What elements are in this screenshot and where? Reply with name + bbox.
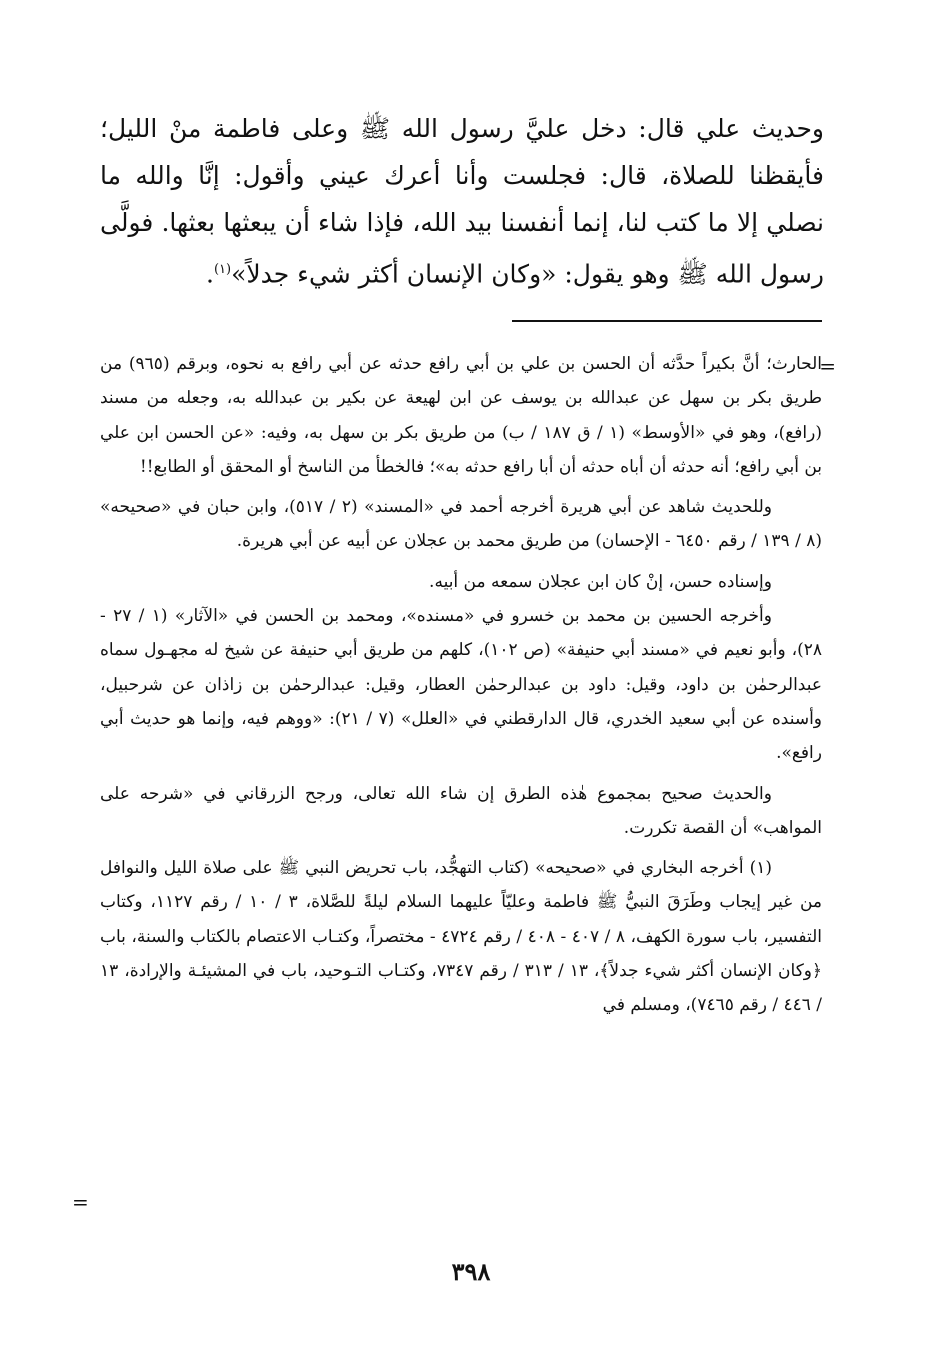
sentence-end: . [206, 259, 214, 289]
hadith-text: وحديث علي قال: دخل عليَّ رسول الله ﷺ وعلى فاطمة منْ الليل؛ فأيقظنا للصلاة، قال: فجلست وأنا أعرك عيني وأقول: إنَّا والله ما نصلي إلا ما كتب لنا، إنما أنفسنا بيد الله، فإذا شاء أن يبعثها بعثها. فولَّى رسول الله ﷺ وهو يقول: «وكان الإنسان أكثر شيء جدلاً» [100, 114, 824, 289]
hadith-paragraph [100, 105, 824, 297]
footnotes-block [100, 347, 822, 1023]
footnote-reference: (١) [213, 262, 232, 277]
footnote-paragraph: وإسناده حسن، إنْ كان ابن عجلان سمعه من أبيه. [429, 571, 772, 592]
footnote-paragraph: والحديث صحيح بمجموع هٰذه الطرق إن شاء الله تعالى، ورجح الزرقاني في «شرحه على المواهب» أن القصة تكررت. [100, 783, 822, 838]
continuation-mark-start: = [819, 354, 836, 378]
footnote-separator [512, 320, 822, 322]
footnote-paragraph: وأخرجه الحسين بن محمد بن خسرو في «مسنده»، ومحمد بن الحسن في «الآثار» (١ / ٢٧ - ٢٨)، وأبو نعيم في «مسند أبي حنيفة» (ص ١٠٢)، كلهم من طريق أبي حنيفة عن شيخ له مجهـول سماه عبدالرحمٰن بن داود، وقيل: داود بن عبدالرحمٰن العطار، وقيل: عبدالرحمٰن بن زاذان عن شرحبيل، وأسنده عن أبي سعيد الخدري، قال الدارقطني في «العلل» (٧ / ٢١): «ووهم فيه، وإنما هو حديث أبي رافع». [100, 606, 823, 764]
footnote-1: (١) أخرجه البخاري في «صحيحه» (كتاب التهجُّد، باب تحريض النبي ﷺ على صلاة الليل والنوافل من غير إيجاب وطَرَقَ النبيُّ ﷺ فاطمة وعليّاً عليهما السلام ليلةً للصَّلاة، ٣ / ١٠ / رقم ١١٢٧، وكتاب التفسير، باب سورة الكهف، ٨ / ٤٠٧ - ٤٠٨ / رقم ٤٧٢٤ - مختصراً، وكتـاب الاعتصام بالكتاب والسنة، باب ﴿وكان الإنسان أكثر شيء جدلاً﴾، ١٣ / ٣١٣ / رقم ٧٣٤٧، وكتـاب التـوحيد، باب في المشيئـة والإرادة، ١٣ / ٤٤٦ / رقم ٧٤٦٥)، ومسلم في [100, 858, 823, 1016]
footnote-paragraph: وللحديث شاهد عن أبي هريرة أخرجه أحمد في «المسند» (٢ / ٥١٧)، وابن حبان في «صحيحه» (٨ / ١٣٩ / رقم ٦٤٥٠ - الإحسان) من طريق محمد بن عجلان عن أبيه عن أبي هريرة. [100, 497, 822, 552]
page-number: ٣٩٨ [451, 1257, 491, 1286]
footnote-paragraph: الحارث؛ أنَّ بكيراً حدَّثه أن الحسن بن علي بن أبي رافع حدثه عن أبي رافع به نحوه، وبرقم (٩٦٥) من طريق بكر بن سهل عن عبدالله بن يوسف عن ابن لهيعة عن بكير بن عبدالله به، وجعله من مسند (رافع)، وهو في «الأوسط» (١ / ق ١٨٧ / ب) من طريق بكر بن سهل به، وفيه: «عن الحسن ابن علي بن أبي رافع؛ أنه حدثه أن أباه حدثه أن أبا رافع حدثه به»؛ فالخطأ من الناسخ أو المحقق أو الطابع!! [100, 354, 823, 477]
main-text [100, 105, 824, 297]
continuation-mark-end: = [72, 1190, 89, 1214]
